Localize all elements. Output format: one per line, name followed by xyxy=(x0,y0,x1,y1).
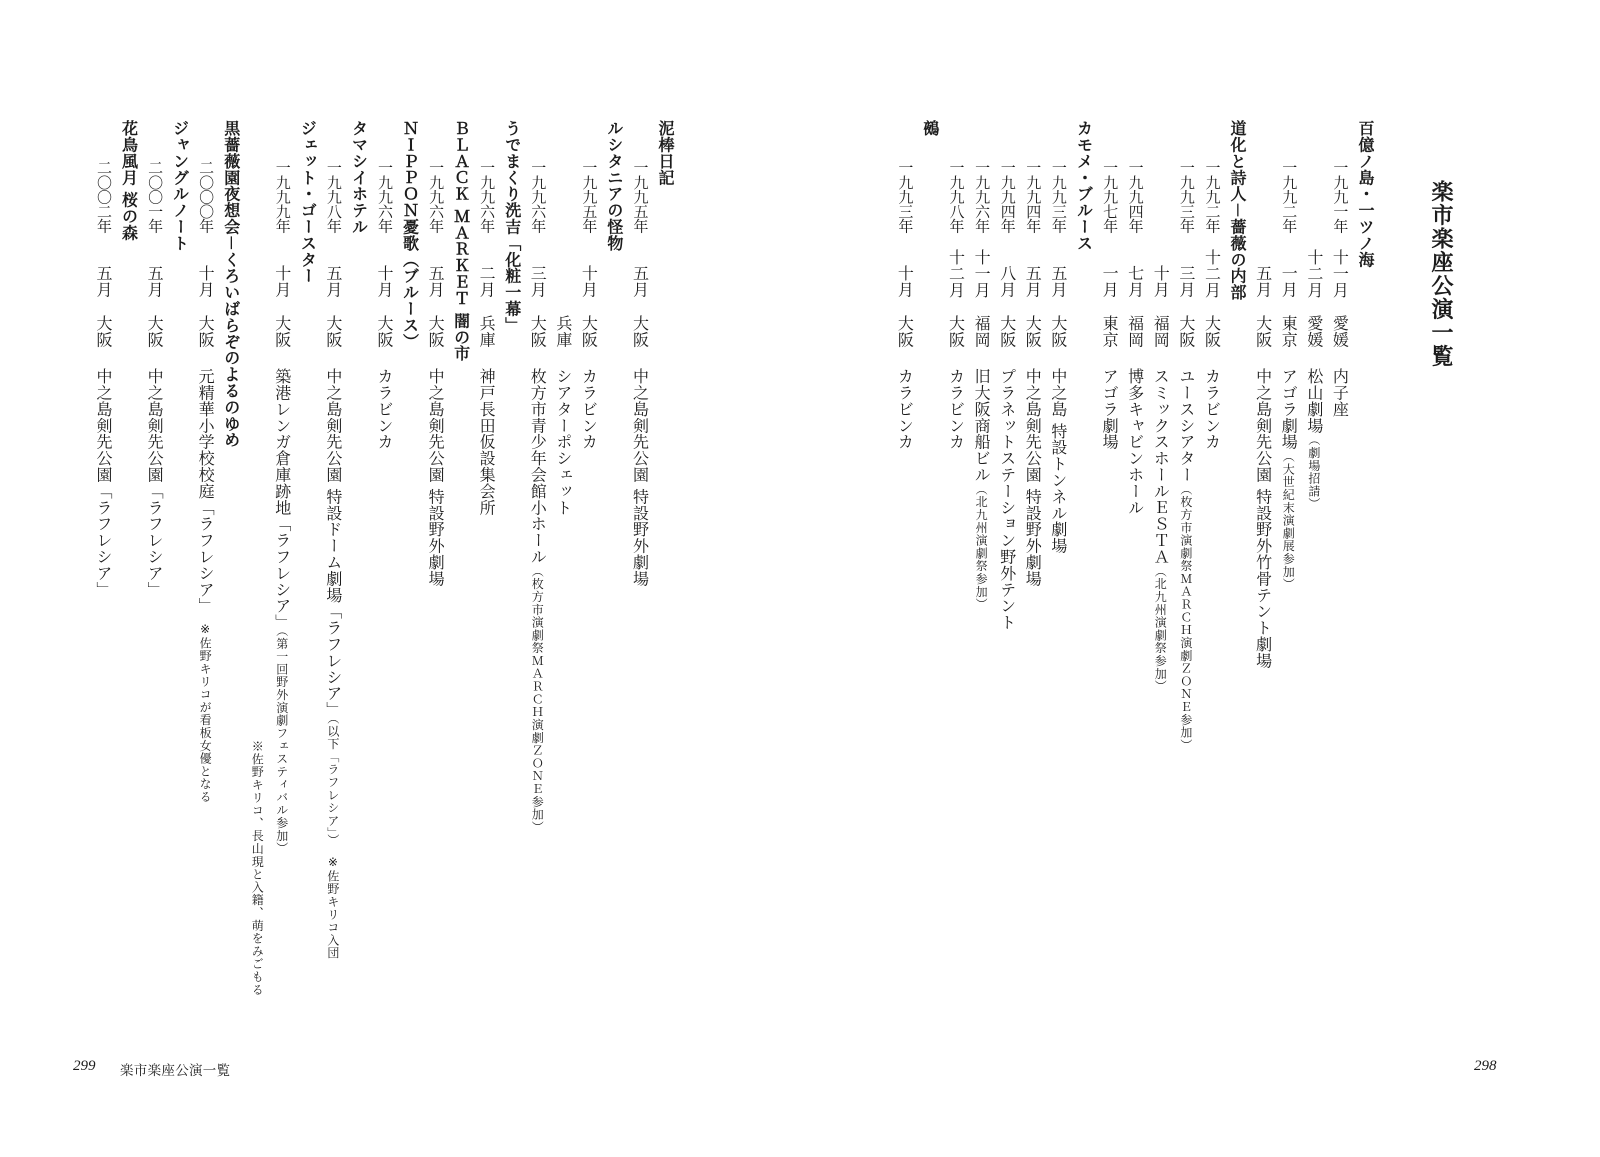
performance-venue-line xyxy=(994,368,1020,630)
production-heading-column xyxy=(218,0,244,1050)
performance-month: 一月 xyxy=(1100,265,1120,298)
performance-note: （大世紀末演劇展参加） xyxy=(1281,450,1296,591)
production-title: 花鳥風月 桜の森 xyxy=(119,120,139,241)
performance-entry xyxy=(193,0,219,1050)
performance-venue: 中之島剣先公園 特設ドーム劇場「ラフレシア」 xyxy=(323,368,343,718)
performance-month: 三月 xyxy=(1176,265,1196,298)
performance-year: 一九九三年 xyxy=(896,160,915,234)
performance-month: 三月 xyxy=(528,265,548,298)
performance-year: 一九九二年 xyxy=(1280,160,1299,234)
performance-entry xyxy=(576,0,602,1050)
performance-venue-line xyxy=(892,368,918,450)
performance-entry xyxy=(1096,0,1122,1050)
production-title: ジャングルノート xyxy=(170,120,190,252)
performance-prefecture: 大阪 xyxy=(1023,315,1043,348)
performance-note: （劇場招請） xyxy=(1306,433,1321,511)
production-remark: ※佐野キリコ、長山現と入籍、萌をみごもる xyxy=(250,740,265,996)
performance-year: 一九九九年 xyxy=(273,160,292,234)
performance-venue: シアターポシェット xyxy=(553,368,573,516)
performance-year: 一九九八年 xyxy=(947,160,966,234)
performance-year: 一九九三年 xyxy=(1177,160,1196,234)
performance-note: （以下「ラフレシア」） xyxy=(325,717,340,847)
production-heading-column xyxy=(917,0,943,1050)
performance-venue: ユースシアター xyxy=(1176,368,1196,483)
production-title: ルシタニアの怪物 xyxy=(604,120,624,252)
performance-venue: カラビンカ xyxy=(895,368,915,450)
performance-prefecture: 大阪 xyxy=(323,315,343,348)
performance-year: 一九九五年 xyxy=(580,160,599,234)
performance-month: 十二月 xyxy=(946,248,966,298)
performance-prefecture: 福岡 xyxy=(1125,315,1145,348)
running-head: 楽市楽座公演一覧 xyxy=(120,1063,231,1079)
performance-venue-line xyxy=(627,368,653,587)
performance-entry xyxy=(1173,0,1199,1050)
performance-venue: カラビンカ xyxy=(946,368,966,450)
performance-year: 一九九三年 xyxy=(1049,160,1068,234)
performance-prefecture: 大阪 xyxy=(374,315,394,348)
performance-year: 一九九六年 xyxy=(427,160,446,234)
production-title: 道化と詩人－薔薇の内部 xyxy=(1228,120,1248,301)
performance-month: 五月 xyxy=(323,265,343,298)
performance-venue-line xyxy=(371,368,397,450)
performance-entry xyxy=(371,0,397,1050)
performance-venue: 中之島剣先公園「ラフレシア」 xyxy=(145,368,165,598)
performance-venue: 博多キャビンホール xyxy=(1125,368,1145,516)
performance-venue-line xyxy=(1045,368,1071,554)
performance-entry xyxy=(90,0,116,1050)
production-title: うでまくり洗吉「化粧一幕」 xyxy=(502,120,522,334)
performance-venue: 中之島剣先公園 特設野外劇場 xyxy=(1023,368,1043,587)
performance-venue-line xyxy=(1250,368,1276,669)
performance-month: 十月 xyxy=(374,265,394,298)
performance-note: （枚方市演劇祭ＭＡＲＣＨ演劇ＺＯＮＥ参加） xyxy=(530,564,545,834)
performance-prefecture: 大阪 xyxy=(196,315,216,348)
performance-note: （第一回野外演劇フェスティバル参加） xyxy=(274,630,289,855)
performance-month: 十月 xyxy=(196,265,216,298)
performance-entry xyxy=(320,0,346,1050)
performance-venue-line xyxy=(943,368,969,450)
performance-venue-line xyxy=(1276,368,1302,591)
production-remark-column xyxy=(244,0,270,1050)
performance-entry xyxy=(1199,0,1225,1050)
performance-prefecture: 大阪 xyxy=(946,315,966,348)
performance-month: 十一月 xyxy=(1330,248,1350,298)
performance-month: 一月 xyxy=(1279,265,1299,298)
performance-entry xyxy=(525,0,551,1050)
production-heading-column xyxy=(295,0,321,1050)
performance-year: 一九九四年 xyxy=(998,160,1017,234)
performance-venue: 中之島剣先公園 特設野外竹骨テント劇場 xyxy=(1253,368,1273,669)
performance-month: 七月 xyxy=(1125,265,1145,298)
performance-entry xyxy=(1045,0,1071,1050)
performance-entry xyxy=(1327,0,1353,1050)
production-heading-column xyxy=(499,0,525,1050)
performance-prefecture: 大阪 xyxy=(272,315,292,348)
page-number: 298 xyxy=(1474,1058,1497,1074)
performance-venue-line xyxy=(423,368,449,587)
performance-venue: 松山劇場 xyxy=(1304,368,1324,434)
performance-note: （北九州演劇祭参加） xyxy=(1153,564,1168,693)
performance-prefecture: 大阪 xyxy=(93,315,113,348)
production-title: ジェット・ゴースター xyxy=(298,120,318,284)
performance-year: 一九九八年 xyxy=(324,160,343,234)
performance-prefecture: 東京 xyxy=(1100,315,1120,348)
performance-venue: 中之島剣先公園 特設野外劇場 xyxy=(630,368,650,587)
right-page xyxy=(800,0,1600,1157)
performance-month: 十月 xyxy=(272,265,292,298)
performance-month: 五月 xyxy=(1253,265,1273,298)
performance-prefecture: 福岡 xyxy=(1151,315,1171,348)
performance-year: 一九九六年 xyxy=(529,160,548,234)
production-heading-column xyxy=(652,0,678,1050)
performance-month: 十月 xyxy=(895,265,915,298)
performance-venue: プラネットステーション野外テント xyxy=(997,368,1017,631)
page-title: 楽市楽座公演一覧 xyxy=(1428,180,1453,368)
performance-venue-line xyxy=(1301,368,1327,510)
performance-prefecture: 兵庫 xyxy=(477,315,497,348)
page-number: 299 xyxy=(73,1058,96,1074)
performance-prefecture: 大阪 xyxy=(426,315,446,348)
production-heading-column xyxy=(1224,0,1250,1050)
performance-year: 一九九四年 xyxy=(1126,160,1145,234)
performance-year: 二〇〇〇年 xyxy=(197,160,216,234)
performance-year: 一九九六年 xyxy=(973,160,992,234)
performance-venue-line xyxy=(969,368,995,611)
performance-entry xyxy=(969,0,995,1050)
performance-venue-line xyxy=(576,368,602,450)
performance-year: 一九九四年 xyxy=(1024,160,1043,234)
performance-entry xyxy=(1250,0,1276,1050)
performance-year: 一九九一年 xyxy=(1331,160,1350,234)
performance-venue: アゴラ劇場 xyxy=(1100,368,1120,450)
production-title: 百億ノ島・一ツノ海 xyxy=(1356,120,1375,268)
performance-month: 十一月 xyxy=(972,248,992,298)
production-heading-column xyxy=(1071,0,1097,1050)
production-title: ＮＩＰＰＯＮ憂歌（ブルース） xyxy=(400,120,420,350)
performance-venue: カラビンカ xyxy=(1202,368,1222,450)
performance-prefecture: 東京 xyxy=(1279,315,1299,348)
performance-entry xyxy=(474,0,500,1050)
performance-year: 二〇〇一年 xyxy=(146,160,165,234)
production-heading-column xyxy=(397,0,423,1050)
performance-venue-line xyxy=(1122,368,1148,516)
production-heading-column xyxy=(167,0,193,1050)
performance-remark: ※佐野キリコ入団 xyxy=(325,854,340,960)
performance-month: 十月 xyxy=(579,265,599,298)
performance-year: 一九九五年 xyxy=(631,160,650,234)
performance-venue-line xyxy=(90,368,116,598)
performance-year: 一九九六年 xyxy=(478,160,497,234)
performance-venue: 内子座 xyxy=(1330,368,1350,418)
performance-prefecture: 大阪 xyxy=(1176,315,1196,348)
performance-year: 一九九六年 xyxy=(375,160,394,234)
performance-prefecture: 大阪 xyxy=(579,315,599,348)
performance-month: 十二月 xyxy=(1304,248,1324,298)
right-page-performance-list xyxy=(891,0,1378,1050)
performance-year: 一九九二年 xyxy=(1203,160,1222,234)
performance-year: 二〇〇二年 xyxy=(94,160,113,234)
performance-entry xyxy=(1148,0,1174,1050)
performance-entry xyxy=(1301,0,1327,1050)
performance-venue: カラビンカ xyxy=(579,368,599,450)
left-page-performance-list xyxy=(90,0,678,1050)
performance-prefecture: 大阪 xyxy=(1253,315,1273,348)
performance-entry xyxy=(627,0,653,1050)
performance-venue: 中之島 特設トンネル劇場 xyxy=(1048,368,1068,554)
performance-venue: 元精華小学校校庭「ラフレシア」 xyxy=(196,368,216,614)
production-title: 黒薔薇園夜想会－くろいばらぞのよるのゆめ xyxy=(221,120,241,448)
performance-prefecture: 大阪 xyxy=(1202,315,1222,348)
performance-note: （枚方市演劇祭ＭＡＲＣＨ演劇ＺＯＮＥ参加） xyxy=(1178,482,1193,752)
performance-venue: 中之島剣先公園「ラフレシア」 xyxy=(93,368,113,598)
performance-month: 五月 xyxy=(630,265,650,298)
production-title: タマシイホテル xyxy=(349,120,369,235)
performance-remark: ※佐野キリコが看板女優となる xyxy=(198,622,213,804)
production-title: 鵺 xyxy=(920,120,940,137)
performance-month: 五月 xyxy=(145,265,165,298)
performance-prefecture: 兵庫 xyxy=(553,315,573,348)
performance-month: 五月 xyxy=(93,265,113,298)
performance-entry xyxy=(943,0,969,1050)
performance-venue: 築港レンガ倉庫跡地「ラフレシア」 xyxy=(272,368,292,631)
performance-prefecture: 大阪 xyxy=(630,315,650,348)
performance-venue: カラビンカ xyxy=(374,368,394,450)
performance-year: 一九九七年 xyxy=(1101,160,1120,234)
performance-month: 二月 xyxy=(477,265,497,298)
performance-venue-line xyxy=(193,368,219,803)
performance-entry xyxy=(892,0,918,1050)
performance-venue-line xyxy=(269,368,295,855)
performance-entry xyxy=(423,0,449,1050)
performance-note: （北九州演劇祭参加） xyxy=(974,482,989,611)
performance-venue-line xyxy=(474,368,500,516)
performance-entry xyxy=(1122,0,1148,1050)
performance-month: 十月 xyxy=(1151,265,1171,298)
performance-venue: 旧大阪商船ビル xyxy=(972,368,992,483)
production-heading-column xyxy=(448,0,474,1050)
production-heading-column xyxy=(346,0,372,1050)
performance-prefecture: 大阪 xyxy=(895,315,915,348)
performance-venue-line xyxy=(1148,368,1174,693)
performance-venue: アゴラ劇場 xyxy=(1279,368,1299,450)
production-title: カモメ・ブルース xyxy=(1074,120,1094,252)
performance-entry xyxy=(550,0,576,1050)
performance-venue-line xyxy=(1173,368,1199,752)
performance-venue-line xyxy=(320,368,346,959)
performance-month: 十二月 xyxy=(1202,248,1222,298)
performance-month: 五月 xyxy=(1023,265,1043,298)
performance-venue: 枚方市青少年会館小ホール xyxy=(528,368,548,565)
performance-entry xyxy=(1276,0,1302,1050)
production-title: 泥棒日記 xyxy=(656,120,675,186)
performance-venue-line xyxy=(1020,368,1046,587)
production-heading-column xyxy=(1352,0,1378,1050)
production-title: ＢＬＡＣＫ ＭＡＲＫＥＴ 闇の市 xyxy=(451,120,471,362)
performance-venue-line xyxy=(1096,368,1122,450)
performance-prefecture: 大阪 xyxy=(145,315,165,348)
production-heading-column xyxy=(601,0,627,1050)
performance-entry xyxy=(994,0,1020,1050)
performance-prefecture: 大阪 xyxy=(528,315,548,348)
performance-venue-line xyxy=(1199,368,1225,450)
performance-venue-line xyxy=(1327,368,1353,417)
performance-month: 五月 xyxy=(426,265,446,298)
performance-venue: 中之島剣先公園 特設野外劇場 xyxy=(426,368,446,587)
performance-venue-line xyxy=(550,368,576,516)
performance-entry xyxy=(269,0,295,1050)
performance-venue-line xyxy=(142,368,168,598)
performance-prefecture: 愛媛 xyxy=(1304,315,1324,348)
performance-entry xyxy=(1020,0,1046,1050)
performance-month: 八月 xyxy=(997,265,1017,298)
performance-prefecture: 福岡 xyxy=(972,315,992,348)
performance-venue: スミックスホールＥＳＴＡ xyxy=(1151,368,1171,565)
performance-prefecture: 愛媛 xyxy=(1330,315,1350,348)
performance-prefecture: 大阪 xyxy=(1048,315,1068,348)
production-heading-column xyxy=(116,0,142,1050)
performance-month: 五月 xyxy=(1048,265,1068,298)
performance-entry xyxy=(142,0,168,1050)
performance-venue: 神戸長田仮設集会所 xyxy=(477,368,497,516)
performance-prefecture: 大阪 xyxy=(997,315,1017,348)
performance-venue-line xyxy=(525,368,551,834)
